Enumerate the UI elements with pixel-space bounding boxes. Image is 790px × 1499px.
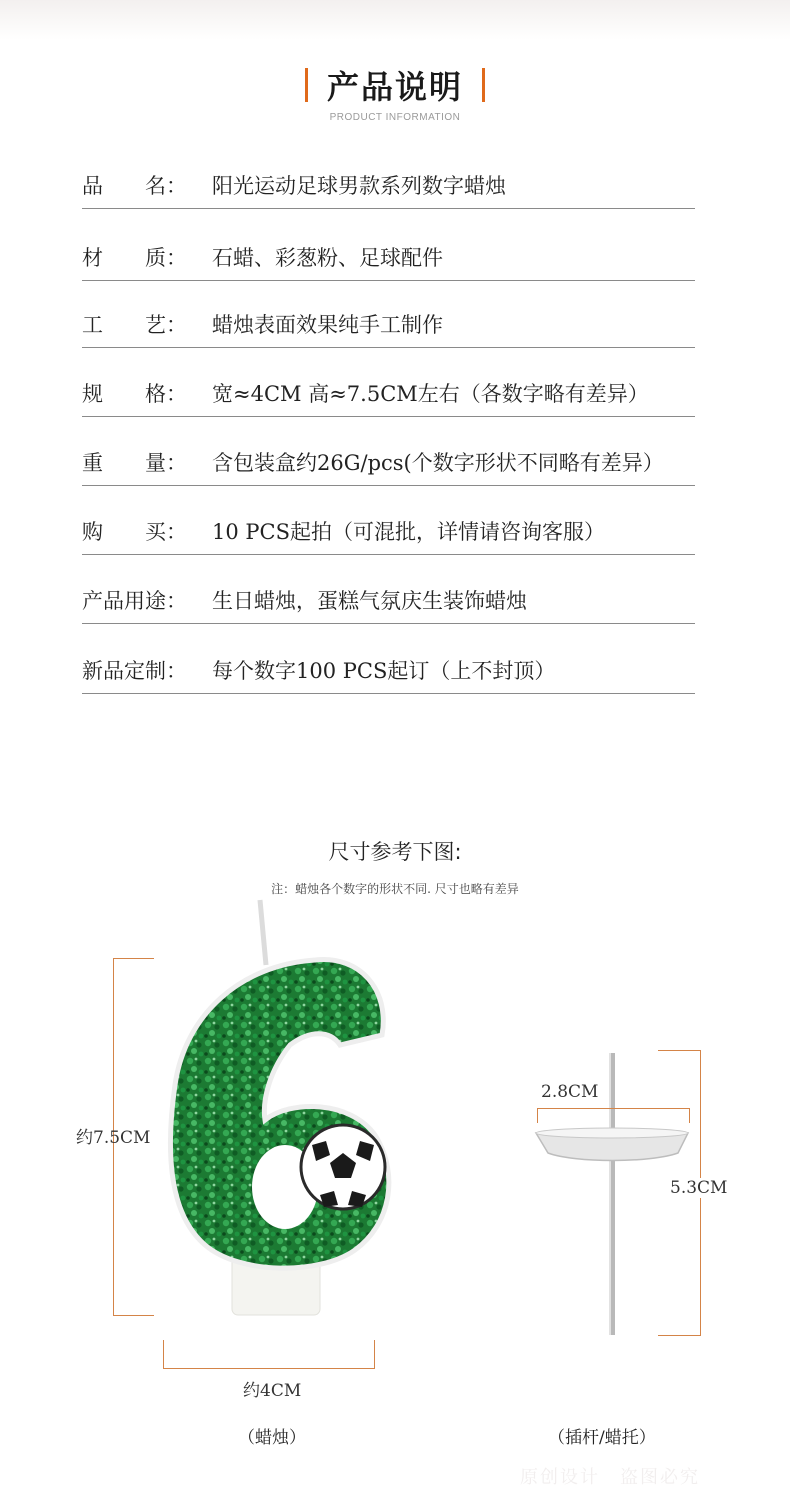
candle-height-label: 约7.5CM xyxy=(76,1128,151,1148)
spec-value: 生日蜡烛，蛋糕气氛庆生装饰蜡烛 xyxy=(212,589,527,613)
holder-height-label: 5.3CM xyxy=(670,1178,728,1198)
spec-row-usage xyxy=(82,587,695,624)
spec-label: 规 格： xyxy=(82,382,187,406)
candle-width-bracket xyxy=(163,1340,375,1369)
spec-value: 石蜡、彩葱粉、足球配件 xyxy=(212,246,443,270)
section-header xyxy=(0,62,790,108)
spec-value: 含包装盒约26G/pcs(个数字形状不同略有差异） xyxy=(212,451,664,475)
spec-label: 重 量： xyxy=(82,451,187,475)
spec-row-weight xyxy=(82,449,695,486)
spec-label: 购 买： xyxy=(82,520,187,544)
spec-row-material xyxy=(82,244,695,281)
spec-value: 10 PCS起拍（可混批，详情请咨询客服） xyxy=(212,520,605,544)
soccer-ball-icon xyxy=(301,1125,385,1209)
title-bar-right xyxy=(482,68,485,102)
spec-row-purchase xyxy=(82,518,695,555)
page-title: 产品说明 xyxy=(326,68,463,106)
spec-label: 品 名： xyxy=(82,174,187,198)
size-title: 尺寸参考下图: xyxy=(328,840,462,864)
candle-caption: （蜡烛） xyxy=(238,1428,306,1448)
spec-row-craft xyxy=(82,311,695,348)
watermark: 原创设计 盗图必究 xyxy=(520,1467,700,1488)
page-subtitle: PRODUCT INFORMATION xyxy=(329,112,461,123)
spec-row-name xyxy=(82,172,695,209)
spec-label: 材 质： xyxy=(82,246,187,270)
spec-row-custom xyxy=(82,657,695,694)
size-note: 注：蜡烛各个数字的形状不同. 尺寸也略有差异 xyxy=(271,882,519,896)
number-candle-image xyxy=(150,895,400,1325)
holder-width-label: 2.8CM xyxy=(541,1082,599,1102)
spec-row-size xyxy=(82,380,695,417)
spec-value: 阳光运动足球男款系列数字蜡烛 xyxy=(212,174,506,198)
spec-value: 宽≈4CM 高≈7.5CM左右（各数字略有差异） xyxy=(212,382,649,406)
spec-label: 产品用途： xyxy=(82,589,187,613)
candle-wick xyxy=(260,900,266,965)
title-bar-left xyxy=(305,68,308,102)
candle-width-label: 约4CM xyxy=(243,1381,302,1401)
top-band xyxy=(0,0,790,40)
spec-value: 每个数字100 PCS起订（上不封顶） xyxy=(212,659,556,683)
holder-caption: （插杆/蜡托） xyxy=(548,1428,656,1448)
spec-label: 新品定制： xyxy=(82,659,187,683)
spec-label: 工 艺： xyxy=(82,313,187,337)
spec-value: 蜡烛表面效果纯手工制作 xyxy=(212,313,443,337)
